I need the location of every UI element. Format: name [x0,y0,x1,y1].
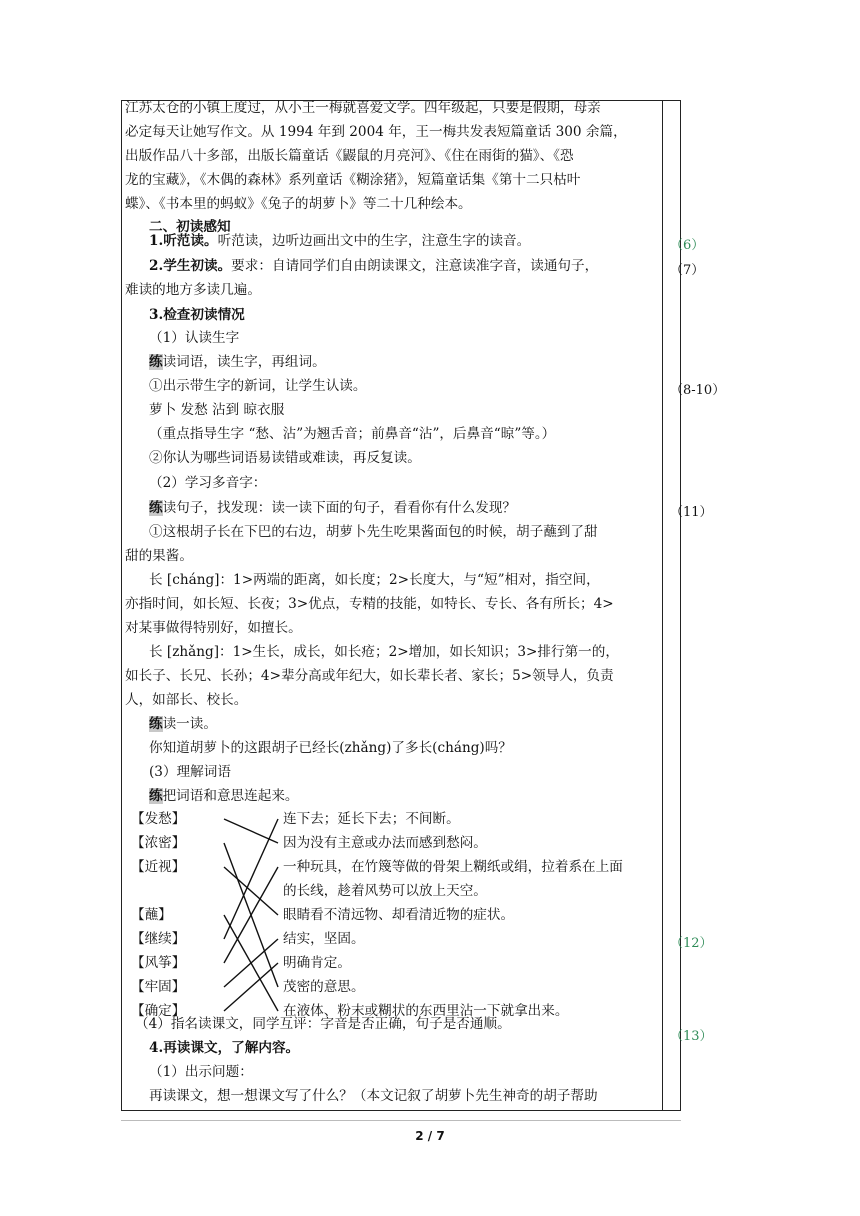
text-line: （2）学习多音字： [149,475,267,491]
text-line: （1）出示问题： [149,1064,253,1080]
text-line: 龙的宝藏》，《木偶的森林》系列童话《糊涂猪》，短篇童话集《第十二只枯叶 [125,172,581,188]
text-line: 对某事做得特别好，如擅长。 [125,620,302,636]
text-line: 甜的果酱。 [125,548,193,564]
text-line: 2.学生初读。要求：自请同学们自由朗读课文，注意读准字音，读通句子， [149,258,599,274]
match-word: 【确定】 [131,1003,186,1019]
match-definition: 结实，坚固。 [283,931,365,947]
text-line: 长 [cháng]：1>两端的距离，如长度；2>长度大，与“短”相对，指空间， [149,572,600,588]
text-line: 1.听范读。听范读，边听边画出文中的生字，注意生字的读音。 [149,233,531,249]
match-definition: 的长线，趁着风势可以放上天空。 [283,883,487,899]
match-link [224,819,278,939]
text-line: 再读课文，想一想课文写了什么？（本文记叙了胡萝卜先生神奇的胡子帮助 [149,1088,598,1104]
text-line: 练读一读。 [149,716,217,732]
text-line: (3）理解词语 [149,764,231,780]
match-definition: 眼睛看不清远物、却看清近物的症状。 [283,907,515,923]
match-definition: 在液体、粉末或糊状的东西里沾一下就拿出来。 [283,1003,569,1019]
match-link [224,867,278,963]
match-definition: 一种玩具，在竹篾等做的骨架上糊纸或绢，拉着系在上面 [283,859,623,875]
match-definition: 茂密的意思。 [283,979,365,995]
practice-marker: 练 [149,788,163,804]
text-line: 人，如部长、校长。 [125,692,248,708]
match-definition: 连下去；延长下去；不间断。 [283,811,460,827]
match-word: 【近视】 [131,859,186,875]
text-line: 3.检查初读情况 [149,307,245,323]
text-line: 必定每天让她写作文。从 1994 年到 2004 年，王一梅共发表短篇童话 300 余篇， [125,124,627,140]
match-word: 【蘸】 [131,907,172,923]
text-line: 练把词语和意思连起来。 [149,788,299,804]
text-line: 蝶》、《书本里的蚂蚁》《兔子的胡萝卜》等二十几种绘本。 [125,196,472,212]
text-line: ①这根胡子长在下巴的右边，胡萝卜先生吃果酱面包的时候，胡子蘸到了甜 [149,524,598,540]
match-link [224,819,278,843]
match-definition: 明确肯定。 [283,955,351,971]
match-link [224,963,278,1011]
text-line: ②你认为哪些词语易读错或难读，再反复读。 [149,450,421,466]
side-note: （13） [670,1029,713,1044]
side-note: （11） [670,505,713,520]
text-line: ①出示带生字的新词，让学生认读。 [149,378,367,394]
match-link [224,939,278,987]
match-link [224,867,278,915]
text-line: 难读的地方多读几遍。 [125,282,261,298]
match-definition: 因为没有主意或办法而感到愁闷。 [283,835,487,851]
step-title: 1.听范读。 [149,233,218,249]
text-line: 亦指时间，如长短、长夜；3>优点，专精的技能，如特长、专长、各有所长；4> [125,596,614,612]
text-line: 江苏太仓的小镇上度过，从小王一梅就喜爱文学。四年级起，只要是假期，母亲 [125,100,601,116]
text-line: （4）指名读课文，同学互评：字音是否正确，句子是否通顺。 [135,1016,511,1032]
match-word: 【牢固】 [131,979,186,995]
text-line: 长 [zhǎng]：1>生长，成长，如长疮；2>增加，如长知识；3>排行第一的， [149,644,619,660]
practice-marker: 练 [149,716,163,732]
text-line: 如长子、长兄、长孙；4>辈分高或年纪大，如长辈长者、家长；5>领导人，负责 [125,668,614,684]
side-note: （7） [670,263,705,278]
match-word: 【浓密】 [131,835,186,851]
side-note: （12） [670,936,713,951]
text-line: 练读词语，读生字，再组词。 [149,354,326,370]
text-line: 你知道胡萝卜的这跟胡子已经长(zhǎng)了多长(cháng)吗？ [149,740,512,756]
practice-marker: 练 [149,354,163,370]
step-title: 2.学生初读。 [149,258,232,274]
side-note: （8-10） [670,383,726,398]
practice-marker: 练 [149,500,163,516]
match-word: 【继续】 [131,931,186,947]
match-word: 【发愁】 [131,811,186,827]
text-line: 4.再读课文，了解内容。 [149,1040,300,1056]
page-number: 2 / 7 [415,1129,445,1143]
text-line: （重点指导生字 “愁、沾”为翘舌音；前鼻音“沾”，后鼻音“晾”等。） [149,426,556,442]
text-line: 练读句子，找发现：读一读下面的句子，看看你有什么发现？ [149,500,517,516]
side-note: （6） [670,238,705,253]
text-line: （1）认读生字 [149,330,240,346]
text-line: 二、初读感知 [149,219,231,235]
text-line: 出版作品八十多部，出版长篇童话《鼹鼠的月亮河》、《住在雨街的猫》、《恐 [125,148,574,164]
match-word: 【风筝】 [131,955,186,971]
text-line: 萝卜 发愁 沾到 晾衣服 [149,402,285,418]
